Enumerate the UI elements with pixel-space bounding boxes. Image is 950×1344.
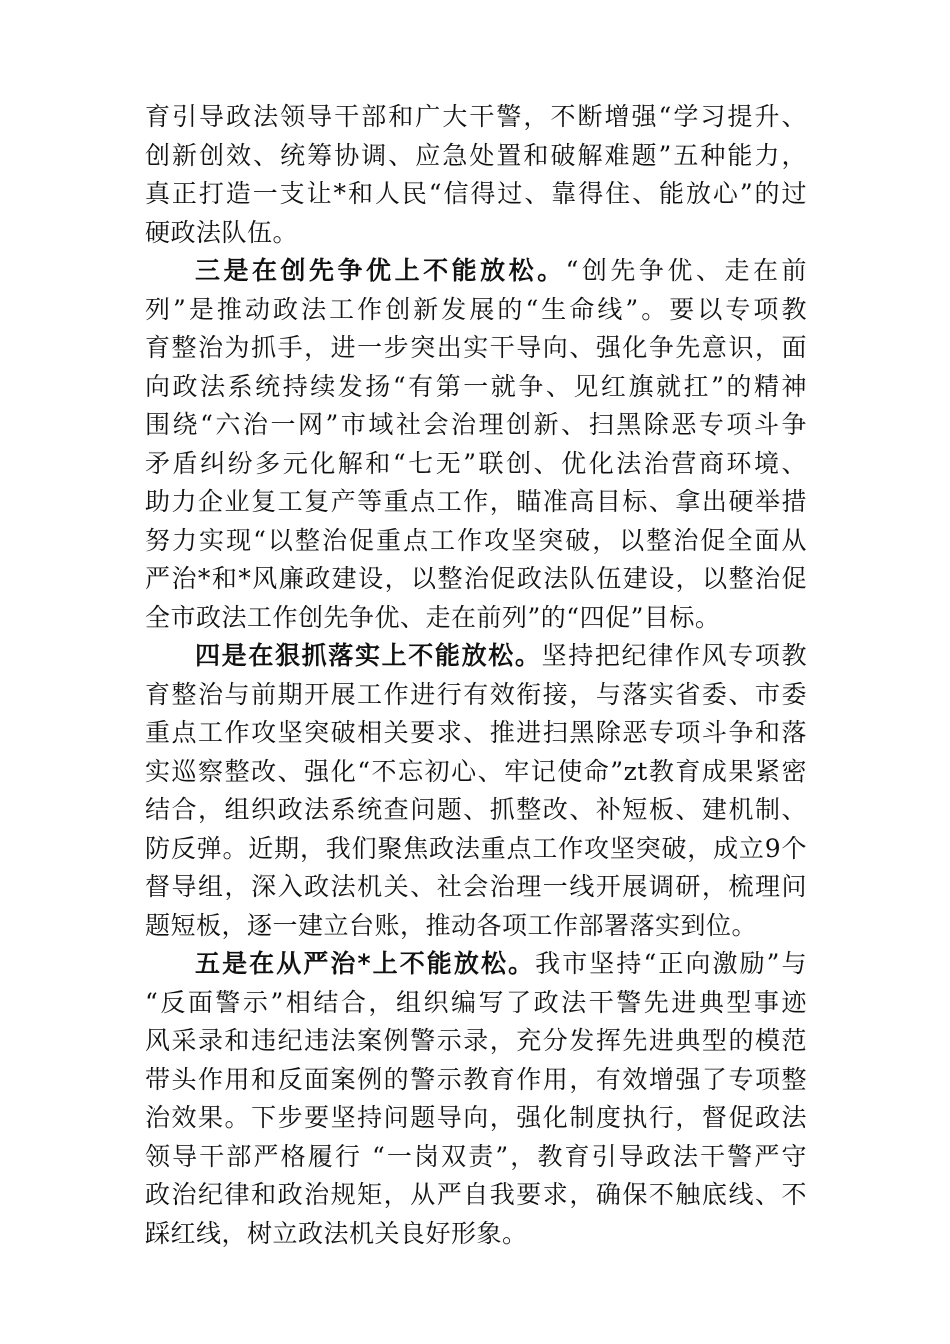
text-line: 列”是推动政法工作创新发展的“生命线”。要以专项教 bbox=[145, 294, 807, 324]
paragraph-continuation bbox=[145, 98, 807, 252]
text-line: 领导干部严格履行 “一岗双责”，教育引导政法干警严守 bbox=[145, 1141, 807, 1171]
text-line: 育整治与前期开展工作进行有效衔接，与落实省委、市委 bbox=[145, 679, 807, 709]
paragraph-heading: 五是在从严治*上不能放松。 bbox=[195, 949, 536, 978]
text-line: “反面警示”相结合，组织编写了政法干警先进典型事迹 bbox=[145, 987, 807, 1017]
text-line: 踩红线，树立政法机关良好形象。 bbox=[145, 1218, 528, 1248]
text-line: 围绕“六治一网”市域社会治理创新、扫黑除恶专项斗争 bbox=[145, 410, 807, 439]
text-line: 硬政法队伍。 bbox=[145, 217, 299, 247]
text-line: 治效果。下步要坚持问题导向，强化制度执行，督促政法 bbox=[145, 1103, 807, 1132]
text-line: 育整治为抓手，进一步突出实干导向、强化争先意识，面 bbox=[145, 333, 807, 362]
text-line: 结合，组织政法系统查问题、抓整改、补短板、建机制、 bbox=[145, 795, 807, 824]
paragraph-three bbox=[145, 252, 807, 637]
paragraph-heading: 四是在狠抓落实上不能放松。 bbox=[195, 641, 542, 670]
paragraph-first-line bbox=[145, 252, 807, 291]
text-line: 政治纪律和政治规矩，从严自我要求，确保不触底线、不 bbox=[145, 1180, 807, 1209]
text-line: 创新创效、统筹协调、应急处置和破解难题”五种能力， bbox=[145, 140, 807, 170]
text-line: 矛盾纠纷多元化解和“七无”联创、优化法治营商环境、 bbox=[145, 448, 807, 478]
paragraph-first-line-text: 坚持把纪律作风专项教 bbox=[541, 641, 807, 670]
text-line: 督导组，深入政法机关、社会治理一线开展调研，梳理问 bbox=[145, 872, 807, 901]
paragraph-first-line-text: 我市坚持“正向激励”与 bbox=[535, 949, 807, 978]
text-line: 向政法系统持续发扬“有第一就争、见红旗就扛”的精神 bbox=[145, 371, 807, 401]
text-line: 严治*和*风廉政建设，以整治促政法队伍建设，以整治促 bbox=[145, 564, 807, 593]
text-line: 实巡察整改、强化“不忘初心、牢记使命”zt教育成果紧密 bbox=[145, 756, 807, 786]
paragraph-heading: 三是在创先争优上不能放松。 bbox=[195, 256, 566, 285]
text-line: 重点工作攻坚突破相关要求、推进扫黑除恶专项斗争和落 bbox=[145, 718, 807, 747]
text-line: 努力实现“以整治促重点工作攻坚突破，以整治促全面从 bbox=[145, 525, 807, 555]
text-line: 育引导政法领导干部和广大干警，不断增强“学习提升、 bbox=[145, 102, 807, 131]
paragraph-first-line bbox=[145, 637, 807, 676]
paragraph-four bbox=[145, 637, 807, 945]
paragraph-first-line bbox=[145, 945, 807, 984]
paragraph-first-line-text: “创先争优、走在前 bbox=[565, 256, 807, 285]
text-line: 助力企业复工复产等重点工作，瞄准高目标、拿出硬举措 bbox=[145, 487, 807, 516]
paragraph-five bbox=[145, 945, 807, 1253]
document-body bbox=[145, 98, 807, 1253]
text-line: 真正打造一支让*和人民“信得过、靠得住、能放心”的过 bbox=[145, 179, 807, 208]
text-line: 带头作用和反面案例的警示教育作用，有效增强了专项整 bbox=[145, 1064, 807, 1094]
text-line: 风采录和违纪违法案例警示录，充分发挥先进典型的模范 bbox=[145, 1026, 807, 1055]
text-line: 全市政法工作创先争优、走在前列”的“四促”目标。 bbox=[145, 602, 721, 632]
text-line: 题短板，逐一建立台账，推动各项工作部署落实到位。 bbox=[145, 910, 758, 940]
text-line: 防反弹。近期，我们聚焦政法重点工作攻坚突破，成立9个 bbox=[145, 833, 807, 863]
